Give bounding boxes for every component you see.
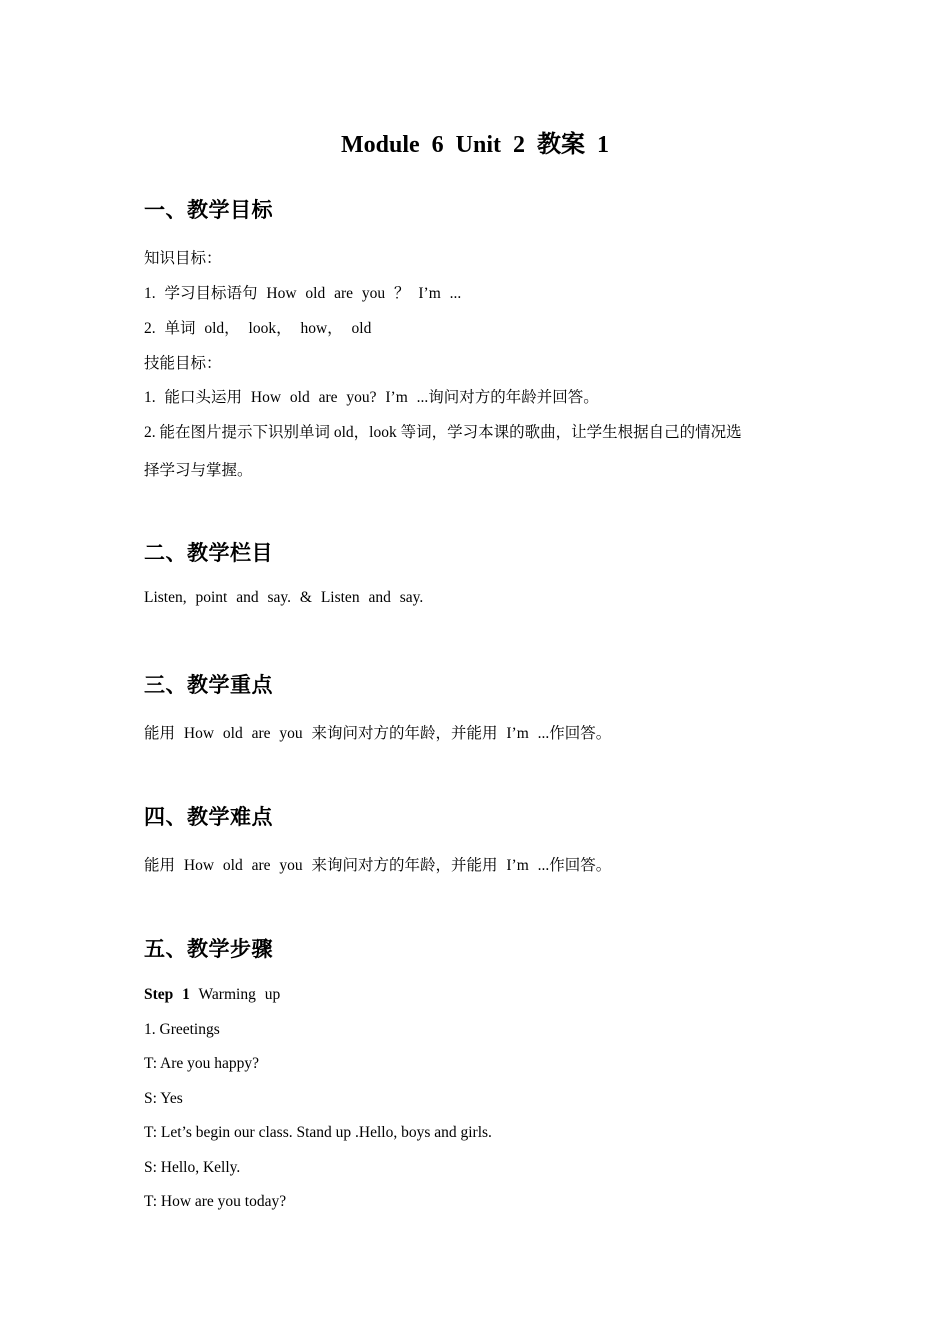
step-line: S: Hello, Kelly. <box>144 1159 241 1176</box>
step-line: T: How are you today? <box>144 1193 287 1210</box>
step-1-line <box>144 986 280 1004</box>
key-points-text: 能用 How old are you 来询问对方的年龄，并能用 I’m ...作回答。 <box>144 725 612 742</box>
page-title: Module 6 Unit 2 教案 1 <box>340 132 609 158</box>
knowledge-objective-1: 1. 学习目标语句 How old are you ？ I’m ... <box>144 285 462 302</box>
step-line: 1. Greetings <box>144 1021 220 1038</box>
step-title: Warming up <box>198 986 281 1003</box>
activities-text: Listen, point and say. & Listen and say. <box>144 589 424 606</box>
section-heading-objectives: 一、教学目标 <box>144 198 273 222</box>
step-line: S: Yes <box>144 1090 183 1107</box>
skill-objectives-label: 技能目标： <box>144 355 222 372</box>
skill-objective-2-line-2: 择学习与掌握。 <box>144 462 253 479</box>
section-heading-activities: 二、教学栏目 <box>144 541 273 565</box>
step-line: T: Are you happy? <box>144 1055 260 1072</box>
skill-objective-2-line-1: 2. 能在图片提示下识别单词 old，look 等词，学习本课的歌曲，让学生根据自己的情况选 <box>144 424 742 441</box>
knowledge-objective-2: 2. 单词 old， look， how， old <box>144 320 372 337</box>
difficulties-text: 能用 How old are you 来询问对方的年龄，并能用 I’m ...作回答。 <box>144 857 612 874</box>
knowledge-objectives-label: 知识目标： <box>144 250 222 267</box>
section-heading-difficulties: 四、教学难点 <box>144 805 273 829</box>
skill-objective-1: 1. 能口头运用 How old are you? I’m ...询问对方的年龄并回答。 <box>144 389 599 406</box>
section-heading-steps: 五、教学步骤 <box>144 937 273 961</box>
step-line: T: Let’s begin our class. Stand up .Hello, boys and girls. <box>144 1124 492 1141</box>
step-label: Step 1 <box>144 986 190 1003</box>
section-heading-key-points: 三、教学重点 <box>144 673 273 697</box>
